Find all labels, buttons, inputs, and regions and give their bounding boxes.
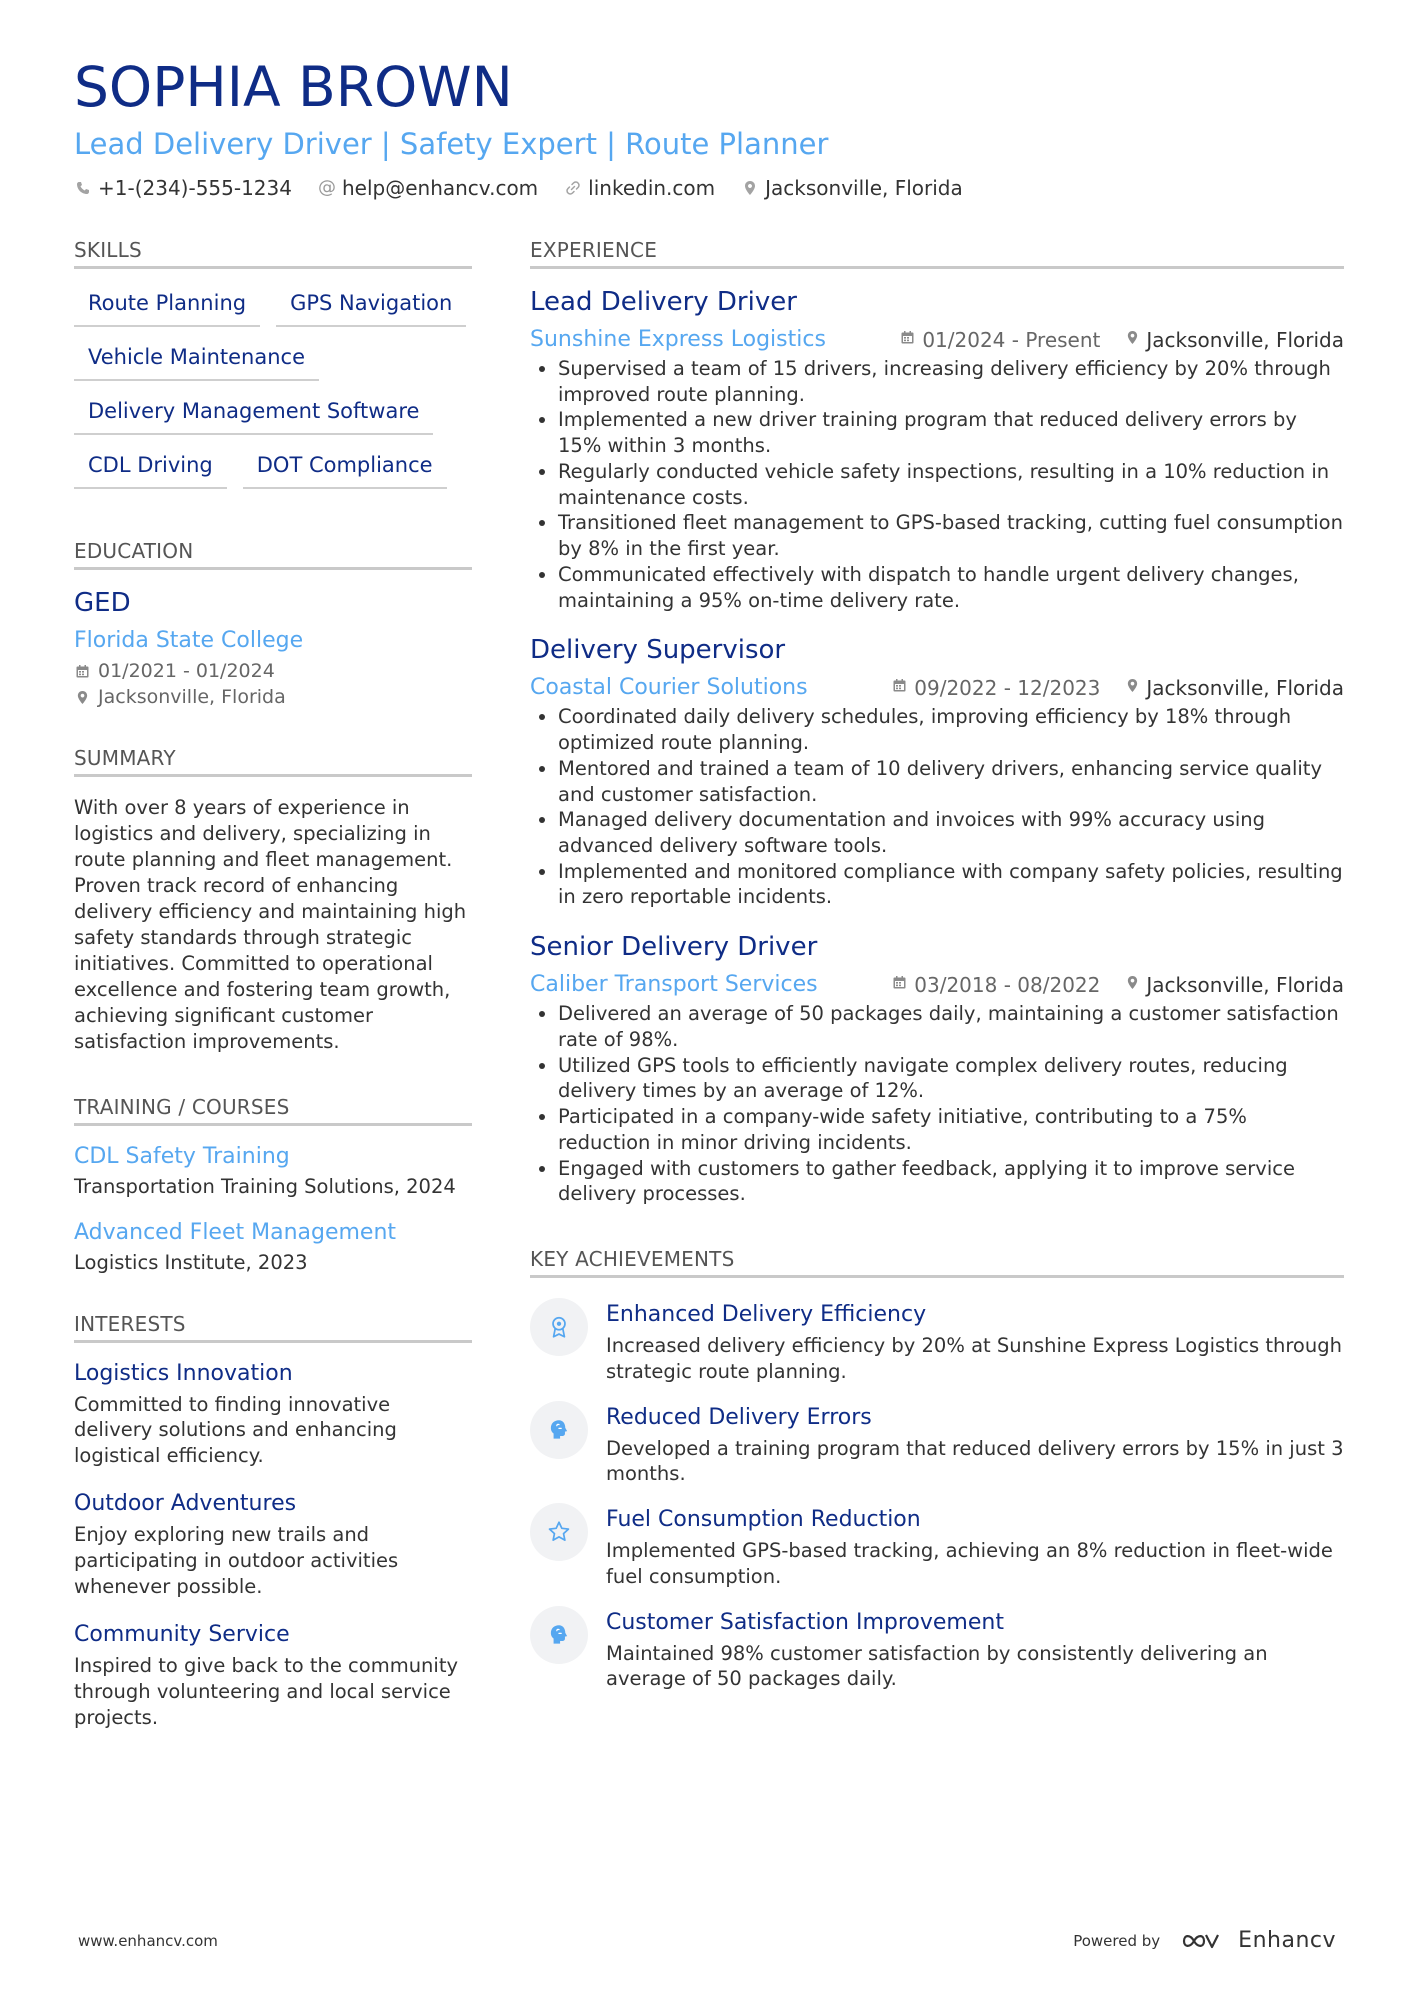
skills-list — [74, 287, 472, 489]
education-location-text: Jacksonville, Florida — [98, 685, 286, 708]
powered-by-label: Powered by — [1073, 1931, 1161, 1950]
left-column — [74, 238, 472, 1753]
job-bullet: • Participated in a company-wide safety initiative, contributing to a 75% reduction in minor driving incidents. — [558, 1104, 1344, 1155]
interest-name: Community Service — [74, 1622, 290, 1648]
training-list — [74, 1144, 472, 1274]
job-title: Delivery Supervisor — [530, 635, 786, 666]
calendar-icon — [892, 975, 907, 995]
skill-tag: Delivery Management Software — [74, 395, 433, 435]
enhancv-logo[interactable] — [1182, 1928, 1336, 1953]
brain-icon — [530, 1401, 588, 1459]
job-dates: 03/2018 - 08/2022 — [914, 972, 1101, 997]
skill-tag: Vehicle Maintenance — [74, 341, 319, 381]
job-location: Jacksonville, Florida — [1146, 327, 1344, 352]
calendar-icon — [892, 678, 907, 698]
interest-desc: Committed to finding innovative delivery solutions and enhancing logistical efficiency. — [74, 1392, 397, 1468]
job-bullets — [530, 1001, 1344, 1207]
job-company: Sunshine Express Logistics — [530, 327, 826, 352]
job-bullet: • Mentored and trained a team of 10 delivery drivers, enhancing service quality and customer satisfaction. — [558, 756, 1344, 807]
achievement-name: Enhanced Delivery Efficiency — [606, 1302, 927, 1328]
education-entry — [74, 588, 472, 710]
skill-tag: CDL Driving — [74, 449, 227, 489]
link-icon — [564, 180, 582, 196]
resume-name: SOPHIA BROWN — [74, 55, 513, 119]
training-detail: Transportation Training Solutions, 2024 — [74, 1174, 456, 1198]
job-title: Lead Delivery Driver — [530, 287, 797, 317]
interests-title: INTERESTS — [74, 1312, 472, 1343]
job-bullet: • Communicated effectively with dispatch to handle urgent delivery changes, maintaining a 95% on-time delivery rate. — [558, 562, 1344, 613]
job-bullet: • Implemented a new driver training program that reduced delivery errors by 15% within 3 months. — [558, 407, 1344, 458]
contact-bar — [74, 176, 1344, 200]
training-title: TRAINING / COURSES — [74, 1095, 472, 1126]
summary-title: SUMMARY — [74, 746, 472, 777]
job-bullets — [530, 704, 1344, 910]
location-text: Jacksonville, Florida — [765, 175, 963, 200]
job-location: Jacksonville, Florida — [1146, 972, 1344, 997]
resume-role: Lead Delivery Driver | Safety Expert | Route Planner — [74, 127, 829, 161]
achievement-item — [530, 1507, 1344, 1589]
job-entry — [530, 932, 1344, 1207]
interests-list — [74, 1361, 472, 1731]
job-company: Coastal Courier Solutions — [530, 675, 808, 701]
job-bullet: • Delivered an average of 50 packages daily, maintaining a customer satisfaction rate of 98%. — [558, 1001, 1344, 1052]
job-bullet: • Regularly conducted vehicle safety inspections, resulting in a 10% reduction in maintenance costs. — [558, 459, 1344, 510]
job-location: Jacksonville, Florida — [1146, 675, 1344, 700]
education-school: Florida State College — [74, 628, 304, 653]
job-dates: 01/2024 - Present — [922, 327, 1101, 352]
education-dates-text: 01/2021 - 01/2024 — [98, 660, 275, 682]
achievement-desc: Maintained 98% customer satisfaction by consistently delivering an average of 50 packages daily. — [606, 1641, 1268, 1691]
education-dates — [74, 659, 472, 685]
contact-location — [741, 176, 963, 200]
footer — [78, 1928, 1336, 1953]
infinity-icon — [1182, 1929, 1228, 1953]
education-degree: GED — [74, 588, 131, 618]
location-pin-icon — [1126, 330, 1139, 350]
skill-tag: DOT Compliance — [243, 449, 447, 489]
achievement-name: Fuel Consumption Reduction — [606, 1507, 921, 1533]
job-bullet: • Supervised a team of 15 drivers, increasing delivery efficiency by 20% through improved route planning. — [558, 356, 1344, 407]
skill-tag: Route Planning — [74, 287, 260, 327]
calendar-icon — [74, 664, 90, 679]
achievement-item — [530, 1405, 1344, 1487]
job-bullets — [530, 356, 1344, 613]
phone-text: +1-(234)-555-1234 — [98, 175, 292, 200]
job-title: Senior Delivery Driver — [530, 932, 818, 963]
job-entry — [530, 287, 1344, 613]
job-bullet: • Utilized GPS tools to efficiently navigate complex delivery routes, reducing delivery times by an average of 12%. — [558, 1053, 1344, 1104]
job-dates: 09/2022 - 12/2023 — [914, 675, 1101, 700]
linkedin-text: linkedin.com — [588, 175, 716, 200]
interest-name: Outdoor Adventures — [74, 1491, 297, 1517]
contact-email[interactable] — [318, 176, 538, 200]
summary-text: With over 8 years of experience in logistics and delivery, specializing in route planning and fleet management. Proven track record of enhancing delivery efficiency and maintaining high safety standards through strategic initiatives. Committed to operational excellence and fostering team growth, achieving significant customer satisfaction improvements. — [74, 796, 467, 1053]
achievement-item — [530, 1302, 1344, 1384]
contact-phone[interactable] — [74, 176, 292, 200]
achievement-name: Reduced Delivery Errors — [606, 1404, 872, 1430]
job-bullet: • Coordinated daily delivery schedules, improving efficiency by 18% through optimized route planning. — [558, 704, 1344, 755]
calendar-icon — [900, 330, 915, 350]
email-text: help@enhancv.com — [341, 175, 539, 200]
star-icon — [530, 1503, 588, 1561]
achievement-desc: Implemented GPS-based tracking, achieving an 8% reduction in fleet-wide fuel consumption. — [606, 1539, 1333, 1588]
phone-icon — [74, 180, 92, 196]
brain-icon — [530, 1606, 588, 1664]
achievement-desc: Increased delivery efficiency by 20% at Sunshine Express Logistics through strategic route planning. — [606, 1334, 1342, 1383]
achievement-name: Customer Satisfaction Improvement — [606, 1609, 1004, 1635]
skill-tag: GPS Navigation — [276, 287, 466, 327]
interest-name: Logistics Innovation — [74, 1360, 293, 1386]
training-name: CDL Safety Training — [74, 1143, 290, 1169]
achievement-item — [530, 1610, 1344, 1692]
right-column — [530, 238, 1344, 1712]
interest-desc: Enjoy exploring new trails and participating in outdoor activities whenever possible. — [74, 1523, 399, 1599]
location-pin-icon — [1126, 678, 1139, 698]
job-bullet: • Managed delivery documentation and invoices with 99% accuracy using advanced delivery software tools. — [558, 807, 1344, 858]
training-name: Advanced Fleet Management — [74, 1219, 397, 1245]
location-pin-icon — [741, 180, 759, 196]
job-company: Caliber Transport Services — [530, 972, 818, 998]
award-icon — [530, 1298, 588, 1356]
skills-title: SKILLS — [74, 238, 472, 269]
education-location — [74, 685, 472, 711]
job-bullet: • Transitioned fleet management to GPS-based tracking, cutting fuel consumption by 8% in the first year. — [558, 510, 1344, 561]
experience-title: EXPERIENCE — [530, 238, 1344, 269]
contact-linkedin[interactable] — [564, 176, 715, 200]
brand-name: Enhancv — [1238, 1928, 1336, 1953]
location-pin-icon — [74, 690, 90, 705]
achievement-desc: Developed a training program that reduced delivery errors by 15% in just 3 months. — [606, 1436, 1344, 1486]
at-icon: @ — [317, 177, 336, 199]
location-pin-icon — [1126, 975, 1139, 995]
job-bullet: • Engaged with customers to gather feedback, applying it to improve service delivery processes. — [558, 1156, 1344, 1207]
achievements-title: KEY ACHIEVEMENTS — [530, 1247, 1344, 1278]
interest-desc: Inspired to give back to the community through volunteering and local service projects. — [74, 1654, 459, 1729]
footer-site-link[interactable]: www.enhancv.com — [78, 1931, 218, 1950]
job-entry — [530, 635, 1344, 910]
job-bullet: • Implemented and monitored compliance with company safety policies, resulting in zero reportable incidents. — [558, 859, 1344, 910]
education-title: EDUCATION — [74, 539, 472, 570]
training-detail: Logistics Institute, 2023 — [74, 1250, 308, 1274]
